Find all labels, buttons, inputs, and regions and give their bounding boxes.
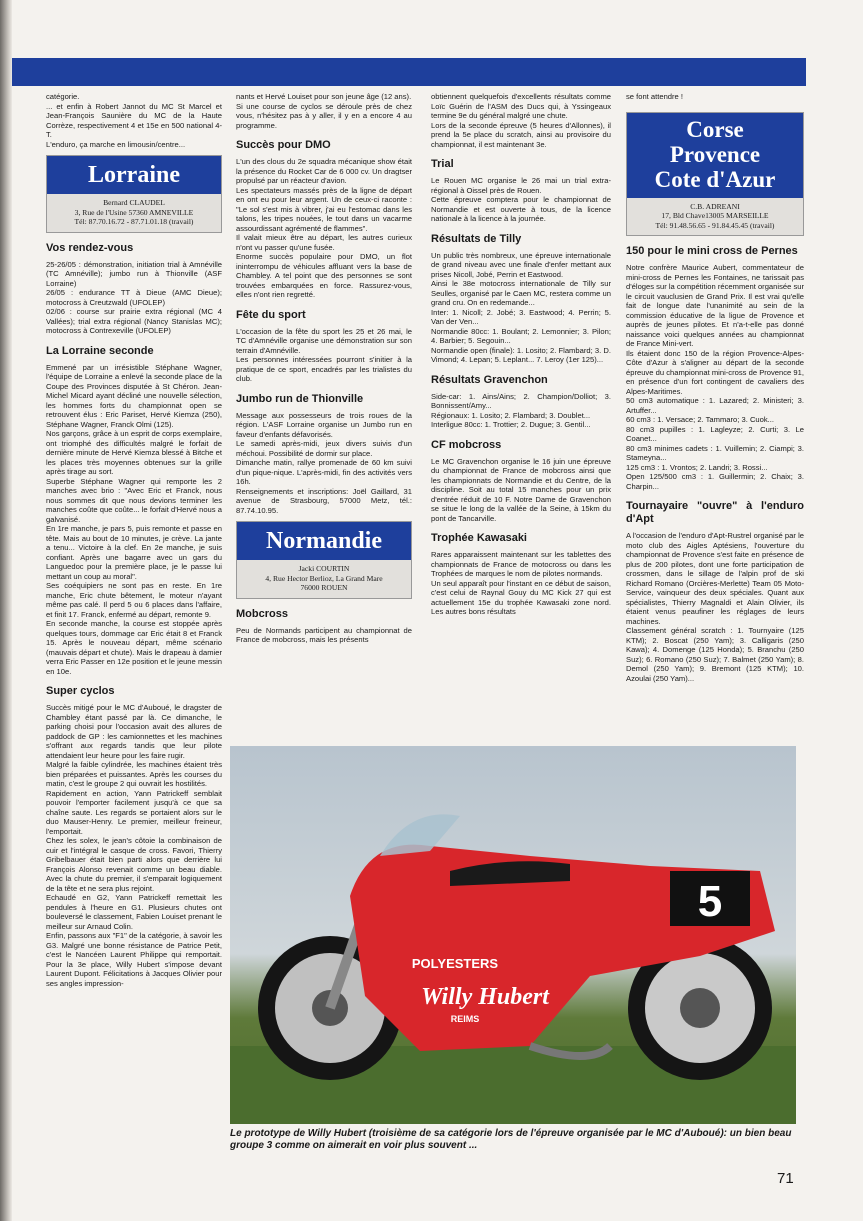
dmo-text: L'un des clous du 2e squadra mécanique show était la présence du Rocket Car de 6 000 cv. Un dragtser propulsé par un réacteur d'avion. Les spectateurs massés près de la ligne de départ en ont eu pour leur argent. Un de ceux-ci raconte : "Le sol s'est mis à vibrer, j'ai eu l'estomac dans les talons, les tripes nouées, le tout dans un vacarme assourdissant agrémenté de flammes". Il valait mieux être au départ, les autres curieux n'ont vu passer qu'une fusée. Enorme succès populaire pour DMO, un flot ininterrompu de véhicules affluant vers la base de Chambley. A tel point que des personnes se sont trouvées embarquées en force. Rassurez-vous, elles n'ont rien regretté. (236, 157, 412, 299)
heading-mobcross: Mobcross (236, 607, 288, 620)
heading-trial: Trial (431, 158, 454, 170)
jumbo-run-text: Message aux possesseurs de trois roues de la région. L'ASF Lorraine organise un Jumbo run en faveur d'enfants défavorisés. Le samedi après-midi, jeux divers suivis d'un méchoui. Possibilité de dormir sur place. Dimanche matin, rallye promenade de 60 km suivi d'un pique-nique. L'après-midi, fin des activités vers 16h. Renseignements et inscriptions: Joël Gaillard, 31 avenue de Strasbourg, 57000 Metz, tél.: 87.74.10.95. (236, 410, 412, 515)
page-binding-edge (0, 0, 12, 1221)
lorraine-seconde-text: Emmené par un irrésistible Stéphane Wagner, l'équipe de Lorraine a enlevé la seconde place de la Coupe des Provinces disputée à St Chéron. Jean-Michel Micard ayant décliné une nouvelle sélection, les hommes forts du championnat open se retrouvent élus : Eric Pariset, Hervé Kiemza (250), Stéphane Wagner, Franck Olmi (125). Nos garçons, grâce à un esprit de corps exemplaire, ont triomphé des difficultés malgré le forfait de dernière minute de Hervé Kiemza blessé à Bitche et les places très moyennes obtenues sur la grille après tirage au sort. Superbe Stéphane Wagner qui remporte les 2 manches avec brio : "Avec Eric et Franck, nous nous sommes dit que nous devions terminer les manches coûte que coûte... le forfait d'Hervé nous a galvanisé. En 1re manche, je pars 5, puis remonte et passe en tête. Mais au bout de 10 minutes, je crève. La jante a tenu... Victoire à la clef. En 2e manche, je suis confiant. Après une bagarre avec un gars du Languedoc pour la première place, je le passe lui mettant un coup au moral". Ses coéquipiers ne sont pas en reste. En 1re manche, Eric chute bêtement, le moteur n'ayant même pas calé. Il perd 5 ou 6 places dans l'affaire, et finit 17. Franck, enfermé au départ, remonte 9. En seconde manche, la course est stoppée après quelques tours, dommage car Eric était 8 et Franck 15. Après le nouveau départ, même scénario (mauvais départ et chute). Mais le drapeau à damier verra Eric Passer en 12e position et le jeune messin en 10e. (46, 362, 223, 676)
trial-text: Le Rouen MC organise le 26 mai un trial extra-régional à Oissel près de Rouen. Cette épreuve comptera pour le championnat de Normandie et est ouverte à tous, de la licence nationale à la licence à la journée. (431, 176, 611, 223)
lorraine-title: Lorraine (47, 156, 221, 194)
trophee-kawasaki-text: Rares apparaissent maintenant sur les tablettes des championnats de France de motocross ou dans les Trophées de marques le nom de pilotes normands. Un seul apparaît pour l'instant en ce début de saison, c'est celui de Raynal Gouy du MC Kick 27 qui est actuellement 15e du trophée Kawasaki zone nord. Les autres bons résultats (431, 550, 611, 616)
provence-title-line2: Provence (669, 141, 761, 167)
normandie-contact-box (236, 521, 412, 599)
provence-contact-phone: Tél: 91.48.56.65 - 91.84.45.45 (travail) (655, 220, 775, 230)
motorcycle-photo (230, 746, 796, 1124)
provence-address (627, 198, 803, 236)
lorraine-address (47, 194, 221, 232)
normandie-contact-city: 76000 ROUEN (300, 583, 348, 592)
lorraine-contact-phone: Tél: 87.70.16.72 - 87.71.01.18 (travail) (74, 217, 194, 226)
heading-mini-cross-pernes: 150 pour le mini cross de Pernes (626, 245, 798, 257)
normandie-contact-name: Jacki COURTIN (298, 564, 350, 573)
header-color-bar (12, 58, 806, 86)
col1-intro: catégorie. ... et enfin à Robert Jannot du MC St Marcel et Jean-François Saunière du MC de la Haute Corrèze, respectivement 4 et 15e en 500 national 4-T. L'enduro, ça marche en limousin/centre... (46, 92, 222, 149)
enduro-apt-text: A l'occasion de l'enduro d'Apt-Rustrel organisé par le moto club des Aigles Aptésiens, l'ouverture du championnat de Provence s'est faite en présence de plus de 200 pilotes, dont une forte participation de crossmen, dans le sillage de l'alpin prof de ski Richard Romano (Orcières-Merlette) Team 05 Moto-Service, vainqueur des deux spéciales. Quant aux spécialistes, Thierry Magnaldi et Alain Olivier, ils étaient venus peaufiner les réglages de leurs machines. Classement général scratch : 1. Tournyaire (125 KTM); 2. Boscat (250 Yam); 3. Calligaris (250 Kawa); 4. Domenge (125 Honda); 5. Branchu (250 Suz); 6. Romano (250 Suz); 7. Balmet (250 Yam); 8. Demol (250 Yam); 9. Bremont (125 KTM); 10. Azoulai (250 Yam)... (626, 531, 804, 683)
mobcross-text: Peu de Normands participent au championnat de France de mobcross, mais les présents (236, 625, 412, 644)
normandie-title: Normandie (237, 522, 411, 560)
decal-willy-hubert: Willy Hubert (421, 984, 549, 1010)
lorraine-contact-name: Bernard CLAUDEL (103, 198, 165, 207)
col3-intro: obtiennent quelquefois d'excellents résultats comme Loïc Guérin de l'ASM des Ducs qui, à Yssingeaux termine 9e du général malgré une chute. Lors de la seconde épreuve (5 heures d'Allonnes), il prend la 5e place du scratch, ainsi au provisoire du championnat, il est maintenant 3e. (431, 92, 611, 149)
col2-intro: nants et Hervé Louiset pour son jeune âge (12 ans). Si une course de cyclos se déroule près de chez vous, n'hésitez pas à y aller, il y en a encore 4 au programme. (236, 92, 412, 130)
fete-du-sport-text: L'occasion de la fête du sport les 25 et 26 mai, le TC d'Amnéville organise une démonstration sur son terrain d'Amnéville. Les personnes intéressées pourront s'initier à la pratique de ce sport, encadrés par les trialistes du club. (236, 326, 412, 383)
race-number: 5 (697, 877, 723, 926)
heading-enduro-apt: Tournayaire "ouvre" à l'enduro d'Apt (626, 500, 804, 525)
heading-trophee-kawasaki: Trophée Kawasaki (431, 532, 527, 544)
column-4 (626, 92, 804, 684)
heading-fete-du-sport: Fête du sport (236, 308, 306, 321)
provence-title-line3: Cote d'Azur (654, 166, 776, 192)
heading-dmo: Succès pour DMO (236, 139, 331, 151)
heading-resultats-tilly: Résultats de Tilly (431, 232, 522, 245)
column-3 (431, 92, 611, 618)
page-number: 71 (777, 1170, 794, 1187)
heading-super-cyclos: Super cyclos (46, 685, 115, 697)
decal-polyesters: POLYESTERS (411, 956, 499, 971)
super-cyclos-text: Succès mitigé pour le MC d'Auboué, le dragster de Chambley étant passé par là. Ce dimanche, le parking choisi pour l'occasion avait des allures de paddock de GP : les camionnettes et les machines s'offrant aux regards tandis que leur pilote attendaient leur heure pour les faire rugir. Malgré la faible cylindrée, les machines étaient très bien préparées et puissantes. Après les courses du matin, c'est le groupe 2 qui ouvrait les hostilités. Rapidement en action, Yann Patrickeff semblait pouvoir l'emporter facilement jusqu'à ce que sa chaîne saute. Les regards se portaient alors sur le duo Mauser-Henry. Le premier, meilleur freineur, l'emportait. Chez les solex, le jean's côtoie la combinaison de cuir et l'intégral le casque de cross. Favori, Thierry Gribelbauer était bien parti alors que derrière lui François Alonso revenait comme un beau diable. Avec la chute du premier, il s'emparait logiquement de la tête et ne sera plus rejoint. Echaudé en G2, Yann Patrickeff remettait les pendules à l'heure en G1. Plusieurs chutes ont bouleversé le classement, Fabien Louiset prenant le meilleur sur Arnaud Colin. Enfin, passons aux "F1" de la catégorie, à savoir les G3. Malgré une bonne résistance de Patrice Petit, c'est le Nancéen Laurent Philippe qui remportait. Pour la 3e place, Willy Hubert s'impose devant Laurent Dupont. Félicitations à Jacques Olivier pour ses angles impression- (46, 703, 222, 988)
provence-title-line1: Corse (686, 116, 744, 142)
resultats-gravenchon-text: Side-car: 1. Ains/Ains; 2. Champion/Dolliot; 3. Bonnissent/Amy... Régionaux: 1. Losito; 2. Flambard; 3. Doublet... Interligue 80cc: 1. Trottier; 2. Dugue; 3. Gentil... (431, 391, 611, 429)
lorraine-contact-street: 3, Rue de l'Usine 57360 AMNEVILLE (74, 207, 194, 217)
heading-rendez-vous: Vos rendez-vous (46, 241, 134, 254)
col4-intro: se font attendre ! (626, 92, 683, 101)
cf-mobcross-text: Le MC Gravenchon organise le 16 juin une épreuve du championnat de France de mobcross ainsi que les championnats de Normandie et du Centre, de la discipline. Soit au total 15 manches pour un prix d'entrée réduit de 10 F. Notre Dame de Gravenchon se situe le long de la vallée de la Seine, à 15km du pont de Tancarville. (431, 456, 611, 523)
photo-caption: Le prototype de Willy Hubert (troisième de sa catégorie lors de l'épreuve organisée par le MC d'Auboué): un bien beau groupe 3 comme on aimerait en voir plus souvent ... (230, 1128, 792, 1151)
column-1 (46, 92, 222, 989)
heading-cf-mobcross: CF mobcross (431, 438, 502, 451)
rear-hub (680, 988, 720, 1028)
column-2 (236, 92, 412, 646)
lorraine-contact-box (46, 155, 222, 233)
provence-contact-box (626, 112, 804, 237)
decal-reims: REIMS (450, 1014, 480, 1024)
heading-resultats-gravenchon: Résultats Gravenchon (431, 373, 548, 386)
heading-jumbo-run: Jumbo run de Thionville (236, 392, 364, 405)
rendez-vous-text: 25-26/05 : démonstration, initiation trial à Amnéville (TC Amnéville); jumbo run à Thionville (ASF Lorraine) 26/05 : endurance TT à Dieue (AMC Dieue); motocross à Creutzwald (UFOLEP) 02/06 : course sur prairie extra régional (MC 4 Vallées); trial extra régional (Nancy Stanislas MC); motocross à Contrexeville (UFOLEP) (46, 259, 222, 335)
heading-lorraine-seconde: La Lorraine seconde (46, 344, 154, 357)
provence-title (627, 113, 803, 198)
provence-contact-street: 17, Bld Chave13005 MARSEILLE (661, 211, 769, 220)
motorcycle-illustration (230, 746, 796, 1124)
normandie-address (237, 560, 411, 598)
provence-contact-name: C.B. ADREANI (690, 201, 740, 211)
normandie-contact-street: 4, Rue Hector Berlioz, La Grand Mare (265, 573, 383, 583)
resultats-tilly-text: Un public très nombreux, une épreuve internationale de grand niveau avec une finale d'enfer mettant aux prises Nicoll, Jobé, Perrin et Eastwood. Ainsi le 38e motocross internationale de Tilly sur Seulles, organisé par le Caen MC, restera comme un grand cru. On en redemande... Inter: 1. Nicoll; 2. Jobé; 3. Eastwood; 4. Perrin; 5. Van der Ven... Normandie 80cc: 1. Boulant; 2. Lemonnier; 3. Pilon; 4. Barbier; 5. Segouin... Normandie open (finale): 1. Losito; 2. Flambard; 3. D. Vimond; 4. Lepan; 5. Leplant... 7. Leroy (1er 125)... (431, 250, 611, 364)
mini-cross-pernes-text: Notre confrère Maurice Aubert, commentateur de mini-cross de Pernes les Fontaines, ne tarissait pas d'éloges sur la compétition récemment organisée sur le circuit vauclusien de Grand Prix. Il est vrai qu'elle fait de longue date l'unanimité au sein de la commission éducative de la ligue de Provence et auprès de jeunes pilotes. Et n'a-t-elle pas donné naissance voici quelques années au championnat de France Mini-vert. Ils étaient donc 150 de la région Provence-Alpes-Côte d'Azur à s'aligner au départ de la seconde épreuve du championnat mini-cross de Provence 91, en présence d'un fort contingent de cavaliers des Alpes-Maritimes. 50 cm3 automatique : 1. Lazared; 2. Ministeri; 3. Artuffer... 60 cm3 : 1. Versace; 2. Tammaro; 3. Cuok... 80 cm3 pupilles : 1. Lagleyze; 2. Curti; 3. Le Coanet... 80 cm3 minimes cadets : 1. Vuillemin; 2. Ciampi; 3. Stameyna... 125 cm3 : 1. Vrontos; 2. Landri; 3. Rossi... Open 125/500 cm3 : 1. Guillermin; 2. Chaix; 3. Charpin... (626, 263, 804, 491)
